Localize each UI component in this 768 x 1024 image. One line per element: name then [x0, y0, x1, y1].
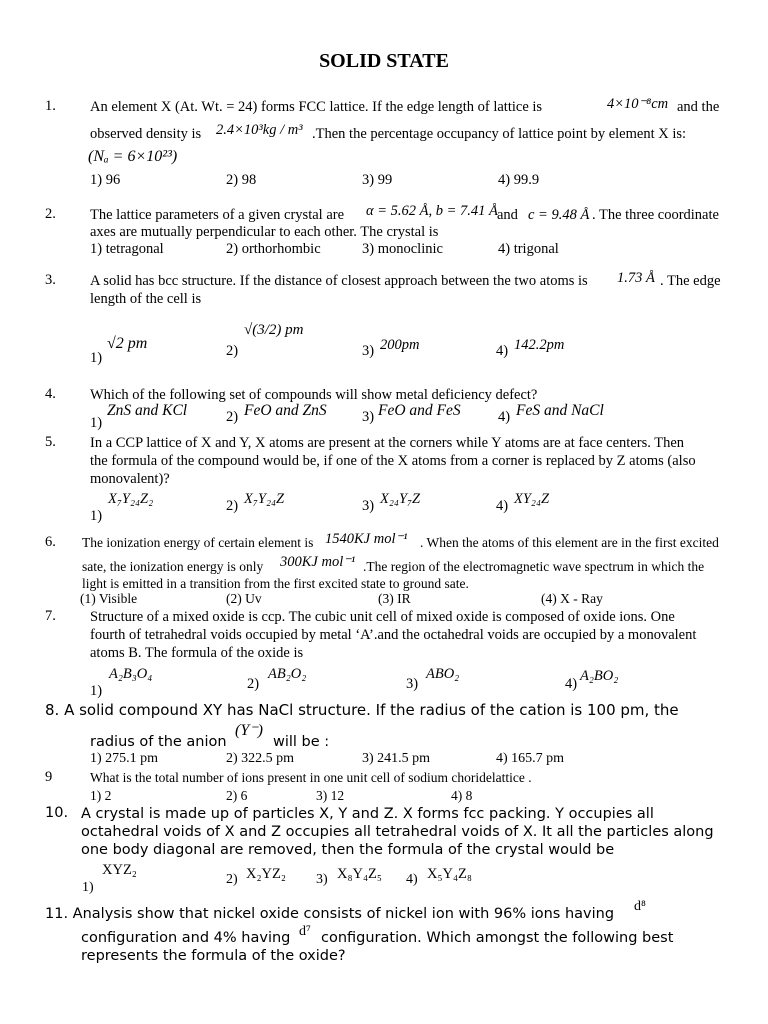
- question-text: Which of the following set of compounds will show metal deficiency defect?: [90, 387, 538, 403]
- question-text: the formula of the compound would be, if one of the X atoms from a corner is replaced by Z atoms (also: [90, 453, 696, 469]
- question-number: 4.: [45, 386, 56, 402]
- option-1: 1) 96: [90, 172, 121, 188]
- option-4: 4) 99.9: [498, 172, 540, 188]
- option-2-label: 2): [247, 676, 260, 692]
- ionization-energy-1: 1540KJ mol⁻¹: [325, 531, 408, 547]
- option-1-label: 1): [90, 508, 103, 524]
- option-2: 2) orthorhombic: [226, 241, 321, 257]
- option-3: 3) 99: [362, 172, 393, 188]
- option-1: XYZ₂: [102, 862, 137, 878]
- option-1-label: 1): [90, 683, 103, 699]
- question-text: configuration. Which amongst the following best: [321, 930, 674, 946]
- option-2-label: 2): [226, 872, 238, 887]
- option-1: √2 pm: [107, 335, 148, 352]
- option-3: ABO₂: [426, 666, 460, 682]
- question-text: atoms B. The formula of the oxide is: [90, 645, 304, 661]
- question-text: length of the cell is: [90, 291, 202, 307]
- option-3-label: 3): [406, 676, 419, 692]
- question-text: In a CCP lattice of X and Y, X atoms are present at the corners while Y atoms are at face centers. Then: [90, 435, 685, 451]
- lattice-params-expression: α = 5.62 Å, b = 7.41 Å: [366, 203, 498, 219]
- option-3: 3) 12: [316, 788, 345, 803]
- question-number: 3.: [45, 272, 56, 288]
- question-text: The lattice parameters of a given crystal are: [90, 207, 345, 223]
- d8-configuration: d⁸: [634, 899, 646, 914]
- option-3-label: 3): [362, 498, 375, 514]
- question-text: and the: [677, 99, 720, 115]
- question-text: The ionization energy of certain element is: [82, 535, 314, 550]
- question-text: monovalent)?: [90, 471, 170, 487]
- option-1-label: 1): [82, 880, 94, 895]
- question-text: radius of the anion: [90, 734, 227, 750]
- option-1: 1) 2: [90, 788, 112, 803]
- question-text: . The edge: [660, 273, 721, 289]
- option-3: FeO and FeS: [378, 402, 461, 419]
- question-text: configuration and 4% having: [81, 930, 291, 946]
- option-4-label: 4): [496, 498, 509, 514]
- question-number: 5.: [45, 434, 56, 450]
- density-expression: 2.4×10³kg / m³: [216, 122, 303, 138]
- option-2: X₂YZ₂: [246, 866, 286, 882]
- option-4-label: 4): [406, 872, 418, 887]
- question-text: A crystal is made up of particles X, Y and Z. X forms fcc packing. Y occupies all: [81, 806, 654, 822]
- option-2-label: 2): [226, 343, 239, 359]
- question-text: A solid has bcc structure. If the distance of closest approach between the two atoms is: [90, 273, 588, 289]
- option-3-label: 3): [316, 872, 328, 887]
- question-text: . When the atoms of this element are in the first excited: [420, 535, 719, 550]
- question-number: 7.: [45, 608, 56, 624]
- question-text: sate, the ionization energy is only: [82, 559, 264, 574]
- question-text: Structure of a mixed oxide is ccp. The cubic unit cell of mixed oxide is composed of oxide ions. One: [90, 609, 675, 625]
- question-text: and: [497, 207, 518, 223]
- option-2-label: 2): [226, 498, 239, 514]
- option-4: (4) X - Ray: [541, 591, 603, 606]
- option-2: FeO and ZnS: [244, 402, 327, 419]
- option-1: ZnS and KCl: [107, 402, 188, 419]
- avogadro-expression: (Nₐ = 6×10²³): [88, 148, 178, 165]
- question-text: What is the total number of ions present in one unit cell of sodium choridelattice .: [90, 770, 532, 785]
- option-3: 3) 241.5 pm: [362, 751, 431, 766]
- option-1: X₇Y₂₄Z₂: [108, 491, 154, 507]
- question-text: represents the formula of the oxide?: [81, 948, 346, 964]
- question-text: axes are mutually perpendicular to each other. The crystal is: [90, 224, 439, 240]
- option-4: XY₂₄Z: [514, 491, 550, 507]
- option-4: 142.2pm: [514, 337, 565, 353]
- option-2: AB₂O₂: [268, 666, 307, 682]
- option-4: A₂BO₂: [580, 668, 619, 684]
- option-4: X₅Y₄Z₈: [427, 866, 472, 882]
- option-4-label: 4): [498, 409, 511, 425]
- option-3-label: 3): [362, 343, 375, 359]
- question-number: 9: [45, 769, 53, 785]
- question-number: 2.: [45, 206, 56, 222]
- option-4-label: 4): [496, 343, 509, 359]
- option-2: √(3/2) pm: [244, 322, 304, 338]
- question-text: An element X (At. Wt. = 24) forms FCC lattice. If the edge length of lattice is: [90, 99, 543, 115]
- page-title: SOLID STATE: [319, 50, 449, 72]
- option-4: 4) 165.7 pm: [496, 751, 565, 766]
- option-3: (3) IR: [378, 591, 411, 606]
- option-3: X₂₄Y₇Z: [380, 491, 421, 507]
- question-text: . The three coordinate: [592, 207, 719, 223]
- option-4: FeS and NaCl: [516, 402, 604, 419]
- question-text: octahedral voids of X and Z occupies all tetrahedral voids of X. It all the particles along: [81, 824, 714, 840]
- ionization-energy-2: 300KJ mol⁻¹: [280, 554, 356, 570]
- c-param-expression: c = 9.48 Å: [528, 207, 590, 223]
- option-2: 2) 98: [226, 172, 257, 188]
- question-text: one body diagonal are removed, then the formula of the crystal would be: [81, 842, 615, 858]
- distance-expression: 1.73 Å: [617, 270, 655, 286]
- option-1: 1) tetragonal: [90, 241, 164, 257]
- option-1-label: 1): [90, 415, 103, 431]
- option-3-label: 3): [362, 409, 375, 425]
- option-2-label: 2): [226, 409, 239, 425]
- option-1: A₂B₃O₄: [109, 666, 153, 682]
- option-4-label: 4): [565, 676, 578, 692]
- question-text: .The region of the electromagnetic wave spectrum in which the: [363, 559, 705, 574]
- option-4: 4) trigonal: [498, 241, 559, 257]
- anion-expression: (Y⁻): [235, 722, 263, 739]
- option-1: 1) 275.1 pm: [90, 751, 159, 766]
- question-text: will be :: [273, 734, 330, 750]
- question-number: 10.: [45, 805, 69, 821]
- option-2: 2) 6: [226, 788, 248, 803]
- option-1: (1) Visible: [80, 591, 138, 606]
- option-3: 200pm: [380, 337, 420, 353]
- option-2: 2) 322.5 pm: [226, 751, 295, 766]
- option-1-label: 1): [90, 350, 103, 366]
- question-text: 8. A solid compound XY has NaCl structure. If the radius of the cation is 100 pm, the: [45, 701, 679, 719]
- option-3: X₈Y₄Z₅: [337, 866, 382, 882]
- edge-length-expression: 4×10⁻⁸cm: [607, 96, 669, 112]
- question-text: fourth of tetrahedral voids occupied by metal ‘A’.and the octahedral voids are occupied by a monovalent: [90, 627, 697, 643]
- option-4: 4) 8: [451, 788, 473, 803]
- question-text: 11. Analysis show that nickel oxide consists of nickel ion with 96% ions having: [45, 906, 615, 922]
- question-text: observed density is: [90, 126, 202, 142]
- question-number: 6.: [45, 534, 56, 550]
- option-3: 3) monoclinic: [362, 241, 443, 257]
- question-text: .Then the percentage occupancy of lattice point by element X is:: [312, 126, 687, 142]
- option-2: (2) Uv: [226, 591, 262, 606]
- question-number: 1.: [45, 98, 56, 114]
- option-2: X₇Y₂₄Z: [244, 491, 285, 507]
- d7-configuration: d⁷: [299, 924, 311, 939]
- question-text: light is emitted in a transition from the first excited state to ground sate.: [82, 576, 469, 591]
